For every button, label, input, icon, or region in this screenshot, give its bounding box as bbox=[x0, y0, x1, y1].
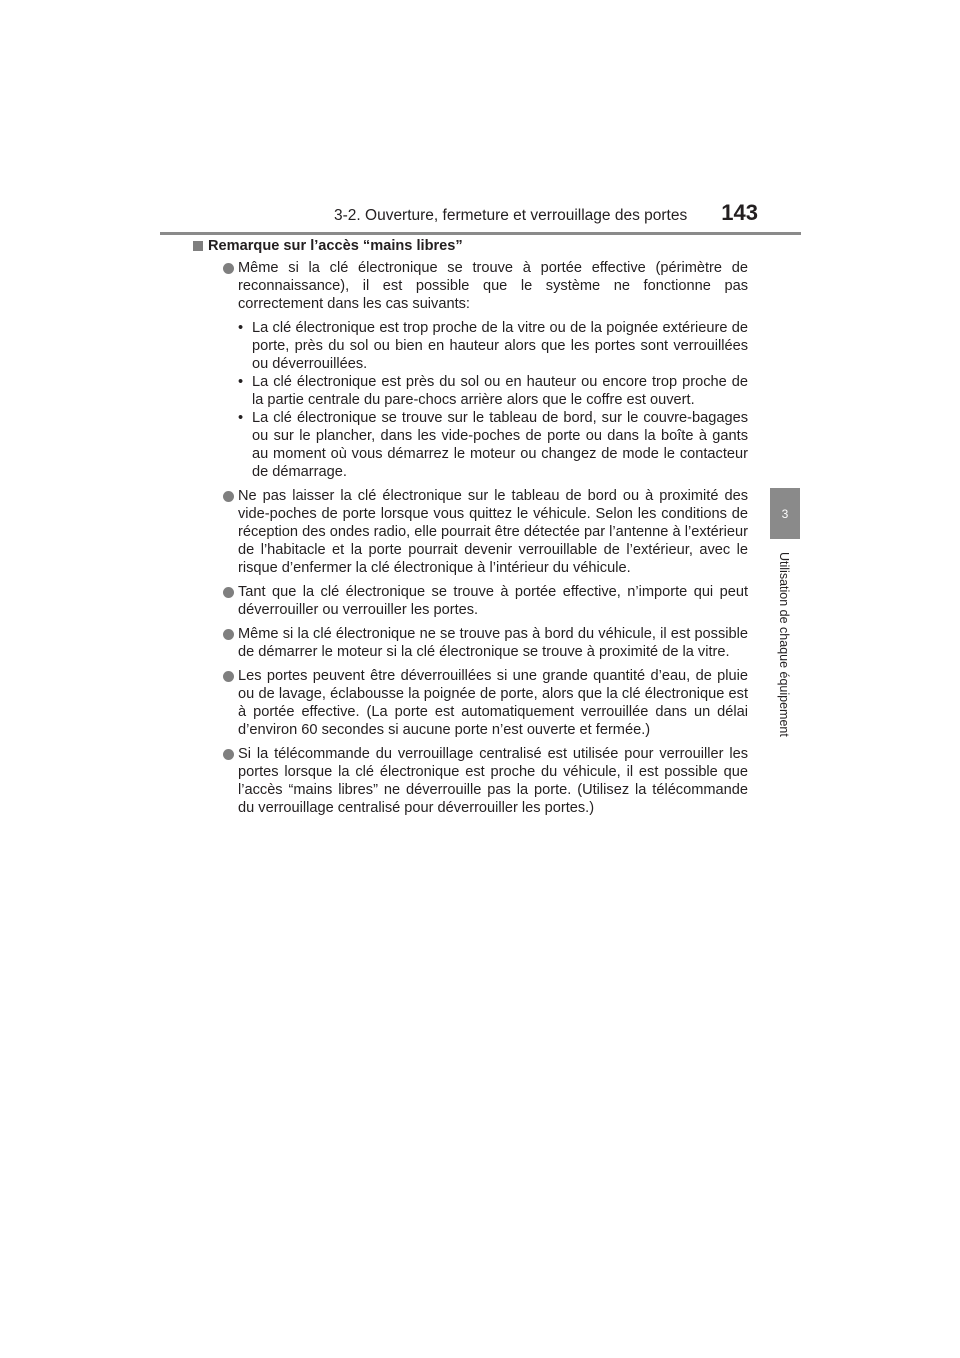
page-number: 143 bbox=[721, 200, 758, 225]
sub-list-item bbox=[238, 319, 748, 373]
list-item-text: Si la télécommande du verrouillage centralisé est utilisée pour verrouiller les portes lorsque la clé électronique est proche du véhicule, il est possible que l’accès “mains libres” ne déverrouille pas la porte. (Utilisez la télécommande du verrouillage centralisé pour déverrouiller les portes.) bbox=[238, 746, 748, 816]
list-item bbox=[208, 667, 748, 739]
circle-bullet-icon bbox=[223, 749, 234, 760]
sub-list-item-text: La clé électronique se trouve sur le tableau de bord, sur le couvre-bagages ou sur le plancher, dans les vide-poches de porte ou dans la boîte à gants au moment où vous démarrez le moteur ou changez de mode le contacteur de démarrage. bbox=[252, 410, 748, 480]
chapter-title: Utilisation de chaque équipement bbox=[777, 552, 791, 737]
list-item-text: Même si la clé électronique ne se trouve pas à bord du véhicule, il est possible de démarrer le moteur si la clé électronique se trouve à proximité de la vitre. bbox=[238, 626, 748, 660]
sub-list-item bbox=[238, 409, 748, 481]
list-item-text: Même si la clé électronique se trouve à portée effective (périmètre de reconnaissance), il est possible que le système ne fonctionne pas correctement dans les cas suivants: bbox=[238, 260, 748, 312]
dot-bullet-icon: • bbox=[238, 410, 244, 426]
chapter-number: 3 bbox=[781, 506, 789, 521]
section-heading bbox=[193, 237, 733, 255]
dot-bullet-icon: • bbox=[238, 374, 244, 390]
circle-bullet-icon bbox=[223, 671, 234, 682]
list-item-text: Les portes peuvent être déverrouillées si une grande quantité d’eau, de pluie ou de lavage, éclabousse la poignée de porte, alors que la clé électronique est à portée effective. (La porte est automatiquement verrouillée dans un délai d’environ 60 secondes si aucune porte n’est ouverte et fermée.) bbox=[238, 668, 748, 738]
header-rule bbox=[160, 232, 801, 235]
list-item bbox=[208, 487, 748, 577]
circle-bullet-icon bbox=[223, 491, 234, 502]
list-item-text: Tant que la clé électronique se trouve à portée effective, n’importe qui peut déverrouiller ou verrouiller les portes. bbox=[238, 584, 748, 618]
circle-bullet-icon bbox=[223, 629, 234, 640]
list-item-text: Ne pas laisser la clé électronique sur le tableau de bord ou à proximité des vide-poches de porte lorsque vous quittez le véhicule. Selon les conditions de réception des ondes radio, elle pourrait être détectée par l’antenne à l’extérieur de l’habitacle et la porte pourrait devenir verrouillable de l’extérieur, avec le risque d’enfermer la clé électronique à l’intérieur du véhicule. bbox=[238, 488, 748, 576]
list-item bbox=[208, 259, 748, 481]
sub-list-item-text: La clé électronique est près du sol ou en hauteur ou encore trop proche de la partie centrale du pare-chocs arrière alors que le coffre est ouvert. bbox=[252, 374, 748, 408]
list-item bbox=[208, 625, 748, 661]
page-content bbox=[208, 237, 748, 823]
sub-list-item-text: La clé électronique est trop proche de la vitre ou de la poignée extérieure de porte, près du sol ou bien en hauteur alors que les portes sont verrouillées ou déverrouillées. bbox=[252, 320, 748, 372]
chapter-tab[interactable] bbox=[770, 488, 800, 539]
circle-bullet-icon bbox=[223, 263, 234, 274]
list-item bbox=[208, 745, 748, 817]
list-item bbox=[208, 583, 748, 619]
square-bullet-icon bbox=[193, 241, 203, 251]
dot-bullet-icon: • bbox=[238, 320, 244, 336]
section-title: 3-2. Ouverture, fermeture et verrouillage des portes bbox=[334, 207, 688, 224]
sub-list bbox=[238, 319, 748, 481]
section-heading-text: Remarque sur l’accès “mains libres” bbox=[208, 238, 463, 254]
circle-bullet-icon bbox=[223, 587, 234, 598]
sub-list-item bbox=[238, 373, 748, 409]
